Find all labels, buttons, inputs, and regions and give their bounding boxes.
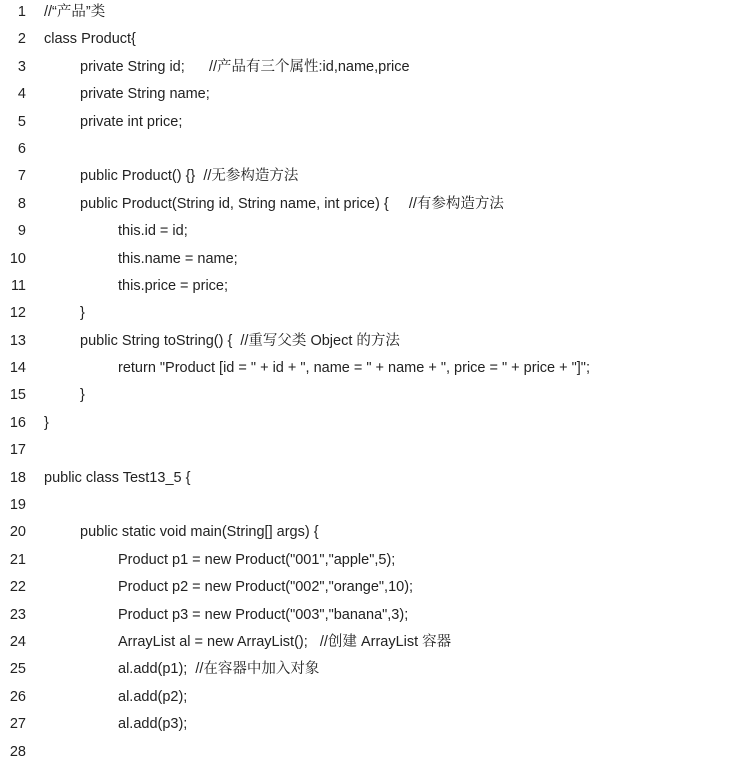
code-line-10 <box>0 246 749 273</box>
line-number: 23 <box>9 606 26 623</box>
code-text: public static void main(String[] args) { <box>80 524 319 541</box>
code-text: return "Product [id = " + id + ", name = " + name + ", price = " + price + "]"; <box>118 360 590 377</box>
code-line-1 <box>0 0 749 26</box>
code-line-15 <box>0 382 749 409</box>
line-number: 27 <box>9 716 26 733</box>
code-line-11 <box>0 273 749 300</box>
code-line-14 <box>0 355 749 382</box>
code-line-16 <box>0 410 749 437</box>
line-number: 20 <box>9 524 26 541</box>
code-line-5 <box>0 109 749 136</box>
line-number: 3 <box>17 58 26 75</box>
code-text: al.add(p1); //在容器中加入对象 <box>118 661 320 678</box>
code-text: } <box>44 414 49 431</box>
code-line-8 <box>0 191 749 218</box>
code-line-18 <box>0 465 749 492</box>
code-line-4 <box>0 81 749 108</box>
line-number: 9 <box>17 223 26 240</box>
line-number: 15 <box>9 387 26 404</box>
line-number: 7 <box>17 168 26 185</box>
code-text: public String toString() { //重写父类 Object 的方法 <box>80 332 400 349</box>
line-number: 25 <box>9 661 26 678</box>
code-text: public Product(String id, String name, int price) { //有参构造方法 <box>80 195 504 212</box>
code-text: al.add(p2); <box>118 688 188 705</box>
code-line-28 <box>0 739 749 766</box>
code-text: Product p2 = new Product("002","orange",10); <box>118 579 414 596</box>
code-line-12 <box>0 300 749 327</box>
line-number: 12 <box>9 305 26 322</box>
code-text: Product p3 = new Product("003","banana",3); <box>118 606 409 623</box>
line-number: 24 <box>9 633 26 650</box>
code-line-25 <box>0 656 749 683</box>
line-number: 18 <box>9 469 26 486</box>
code-line-23 <box>0 602 749 629</box>
line-number: 22 <box>9 579 26 596</box>
code-text: //“产品”类 <box>44 4 106 20</box>
line-number: 28 <box>9 743 26 760</box>
code-text: private String id; //产品有三个属性:id,name,price <box>80 58 410 75</box>
code-line-6 <box>0 136 749 163</box>
code-text: public Product() {} //无参构造方法 <box>80 168 299 185</box>
code-text: } <box>80 387 85 404</box>
code-line-22 <box>0 574 749 601</box>
line-number: 13 <box>9 332 26 349</box>
code-text: public class Test13_5 { <box>44 469 191 486</box>
code-line-9 <box>0 218 749 245</box>
code-line-19 <box>0 492 749 519</box>
code-line-2 <box>0 26 749 53</box>
line-number: 5 <box>17 113 26 130</box>
line-number: 19 <box>9 497 26 514</box>
line-number: 26 <box>9 688 26 705</box>
line-number: 16 <box>9 414 26 431</box>
code-line-24 <box>0 629 749 656</box>
code-text: al.add(p3); <box>118 716 188 733</box>
code-line-3 <box>0 54 749 81</box>
line-number: 6 <box>17 140 26 157</box>
code-line-26 <box>0 684 749 711</box>
code-line-13 <box>0 328 749 355</box>
code-text: private int price; <box>80 113 183 130</box>
code-line-17 <box>0 437 749 464</box>
line-number: 1 <box>17 4 26 20</box>
code-line-27 <box>0 711 749 738</box>
line-number: 11 <box>10 277 26 294</box>
code-text: } <box>80 305 85 322</box>
code-line-20 <box>0 519 749 546</box>
code-text: this.price = price; <box>118 277 229 294</box>
code-line-21 <box>0 547 749 574</box>
line-number: 2 <box>17 31 26 48</box>
line-number: 17 <box>9 442 26 459</box>
line-number: 8 <box>17 195 26 212</box>
code-text: Product p1 = new Product("001","apple",5); <box>118 551 396 568</box>
code-text: class Product{ <box>44 31 136 48</box>
line-number: 4 <box>17 86 26 103</box>
line-number: 14 <box>9 360 26 377</box>
line-number: 10 <box>9 250 26 267</box>
code-text: ArrayList al = new ArrayList(); //创建 ArrayList 容器 <box>118 633 452 650</box>
line-number: 21 <box>9 551 26 568</box>
code-text: this.name = name; <box>118 250 238 267</box>
code-text: this.id = id; <box>118 223 188 240</box>
code-text: private String name; <box>80 86 210 103</box>
code-line-7 <box>0 163 749 190</box>
